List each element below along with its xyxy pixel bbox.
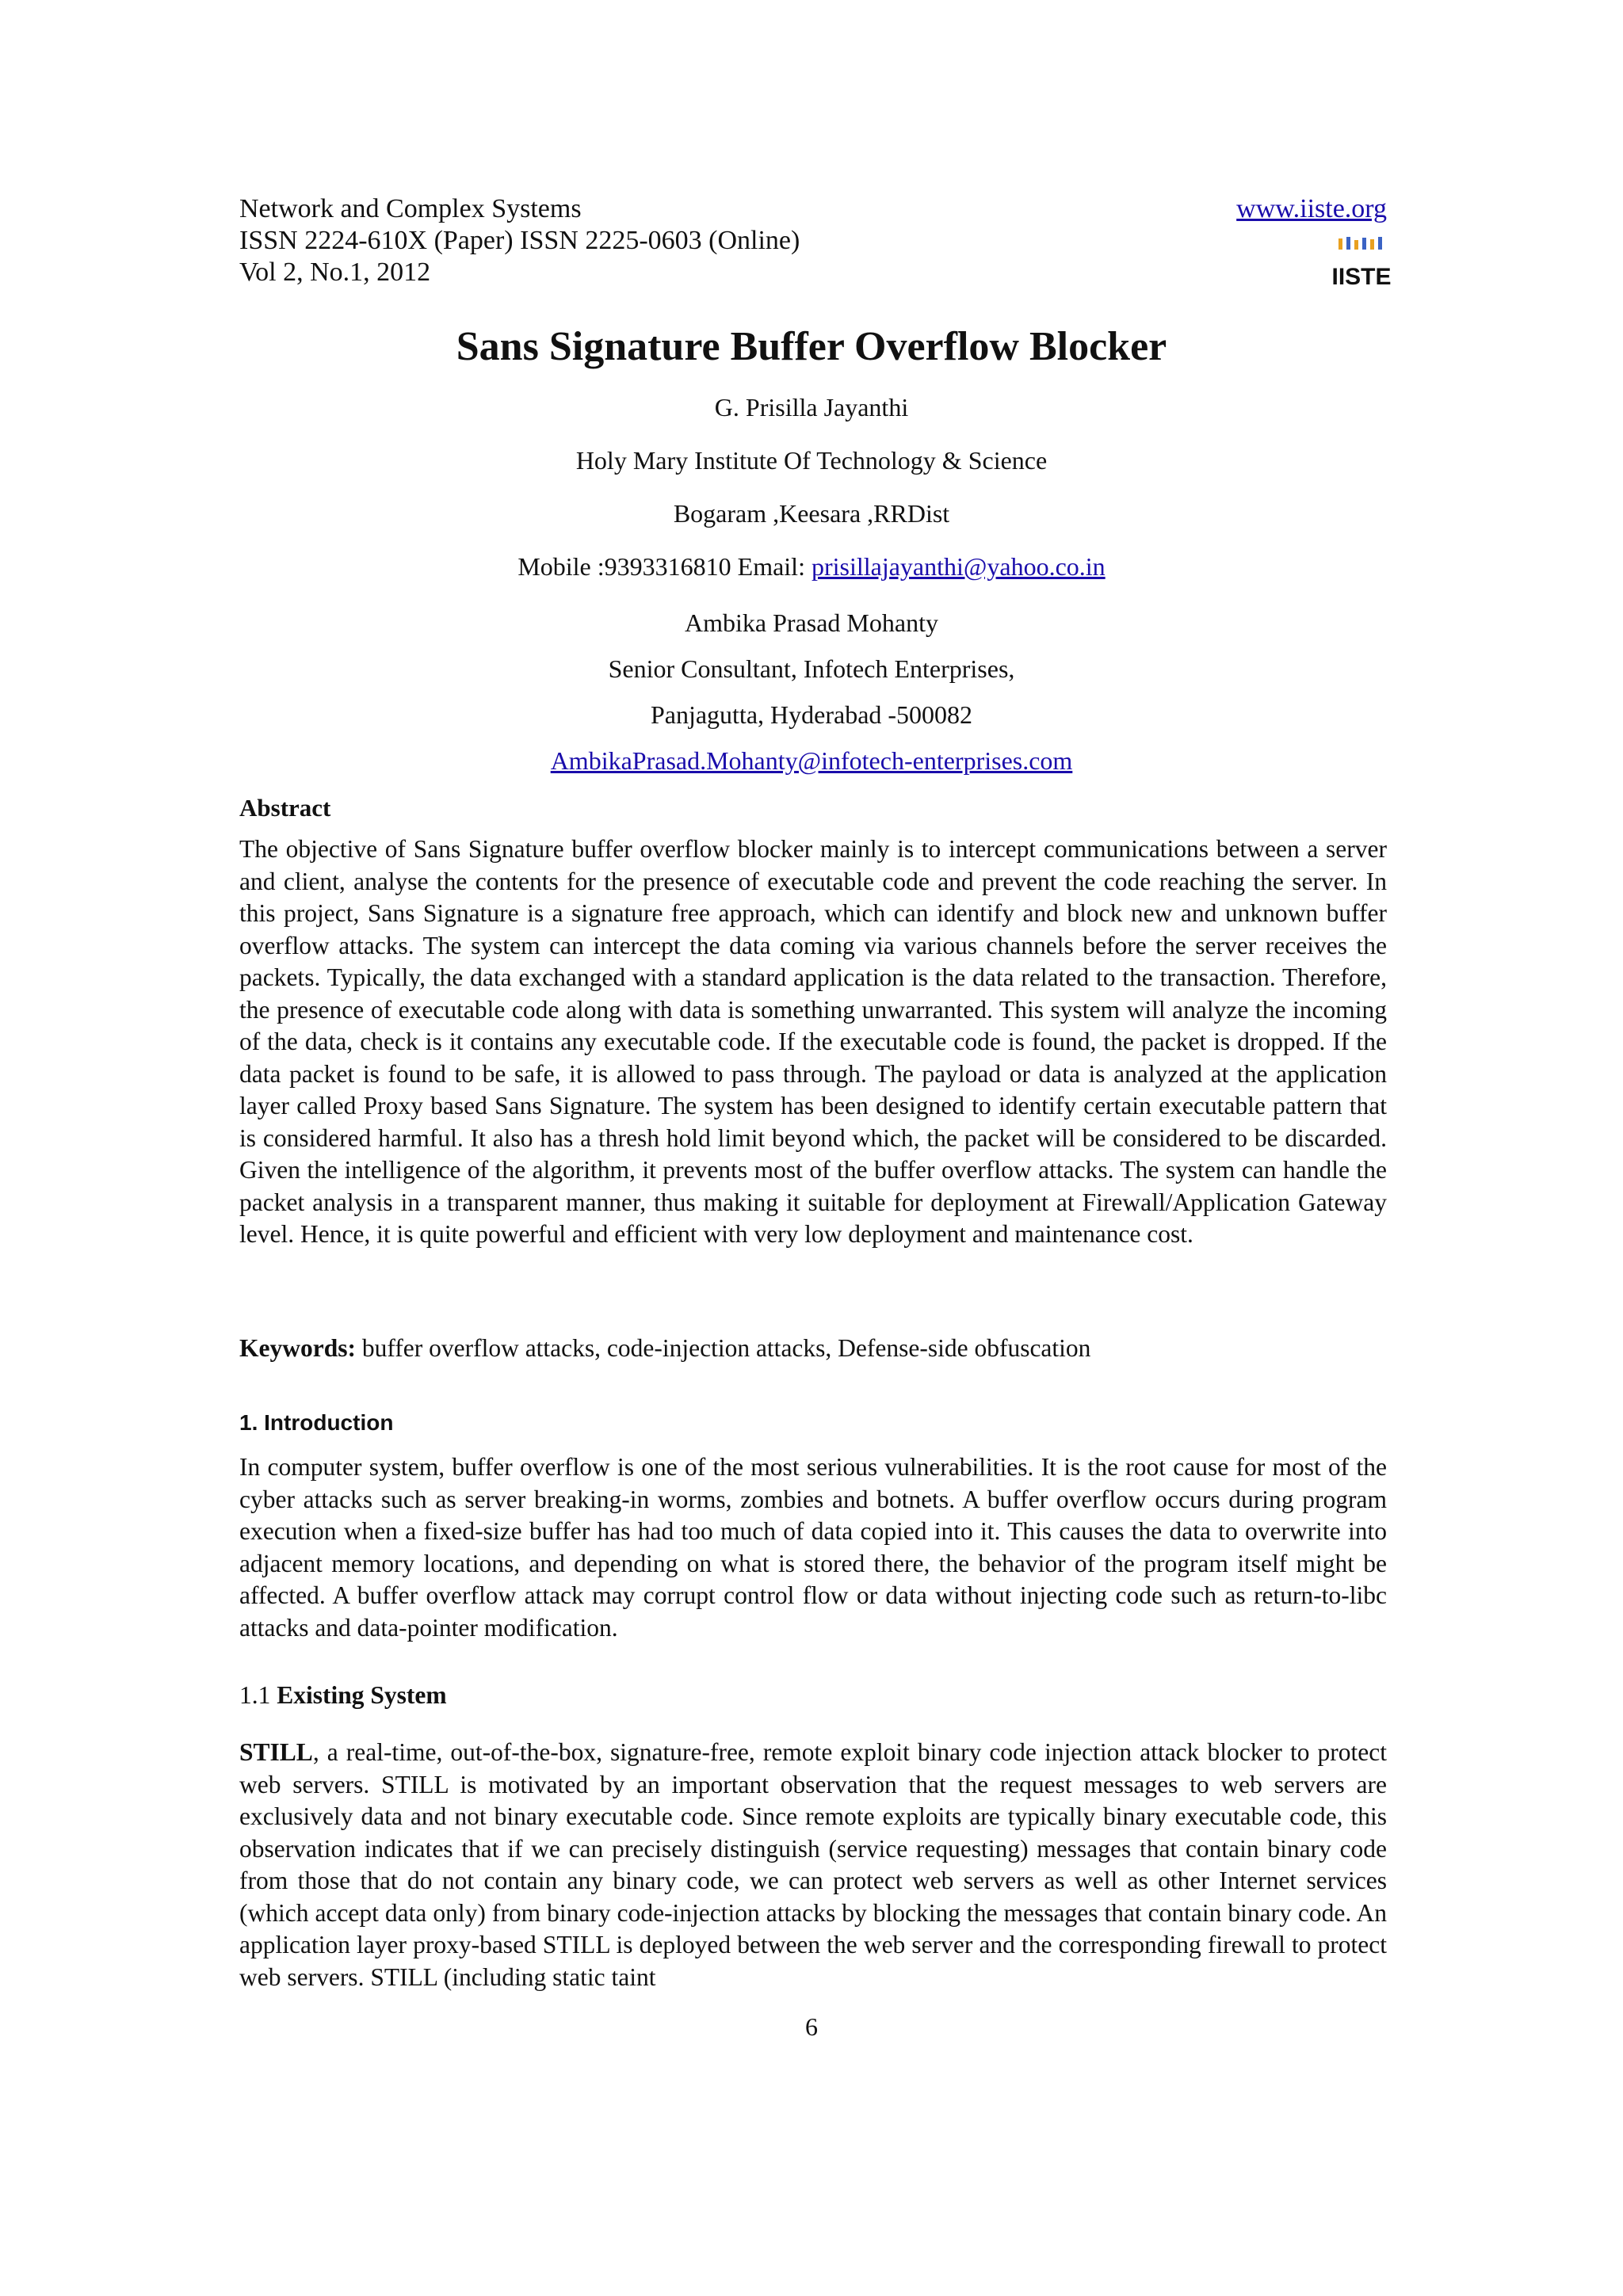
section-title: Existing System [277, 1681, 447, 1709]
author-2-role: Senior Consultant, Infotech Enterprises, [608, 654, 1015, 683]
existing-system-heading [239, 1681, 447, 1710]
author-1-email-link[interactable]: prisillajayanthi@yahoo.co.in [811, 552, 1106, 581]
introduction-text: In computer system, buffer overflow is one of the most serious vulnerabilities. It is the root cause for most of the cyber attacks such as server breaking-in worms, zombies and botnets. A buffer overflow occurs during program execution when a fixed-size buffer has had too much of data copied into it. This causes the data to overwrite into adjacent memory locations, and depending on what is stored there, the behavior of the program itself might be affected. A buffer overflow attack may corrupt control flow or data without injecting code such as return-to-libc attacks and data-pointer modification. [239, 1453, 1387, 1642]
introduction-body [239, 1451, 1387, 1644]
still-lead: STILL [239, 1738, 313, 1766]
keywords-line [239, 1333, 1387, 1365]
author-1-contact [0, 552, 1623, 582]
author-2-email [0, 746, 1623, 776]
keywords-text: buffer overflow attacks, code-injection attacks, Defense-side obfuscation [355, 1334, 1091, 1362]
author-2-name: Ambika Prasad Mohanty [685, 608, 938, 637]
existing-system-text: , a real-time, out-of-the-box, signature-free, remote exploit binary code injection attack blocker to protect web servers. STILL is motivated by an important observation that the request messages to web servers are exclusively data and not binary executable code. Since remote exploits are typically binary executable code, this observation indicates that if we can precisely distinguish (service requesting) messages that contain binary code from those that do not contain any binary code, we can protect web servers as well as other Internet services (which accept data only) from binary code-injection attacks by blocking the messages that contain binary code. An application layer proxy-based STILL is deployed between the web server and the corresponding firewall to protect web servers. STILL (including static taint [239, 1738, 1387, 1991]
author-1-institution: Holy Mary Institute Of Technology & Science [575, 446, 1048, 475]
abstract-text: The objective of Sans Signature buffer overflow blocker mainly is to intercept communications between a server and client, analyse the contents for the presence of executable code and prevent the code reaching the server. In this project, Sans Signature is a signature free approach, which can identify and block new and unknown buffer overflow attacks. The system can intercept the data coming via various channels before the server receives the packets. Typically, the data exchanged with a standard application is the data related to the transaction. Therefore, the presence of executable code along with data is something unwarranted. This system will analyze the incoming of the data, check is it contains any executable code. If the executable code is found, the packet is dropped. If the data packet is found to be safe, it is allowed to pass through. The payload or data is analyzed at the application layer called Proxy based Sans Signature. The system has been designed to identify certain executable pattern that is considered harmful. It also has a thresh hold limit beyond which, the packet will be considered to be discarded. Given the intelligence of the algorithm, it prevents most of the buffer overflow attacks. The system can handle the packet analysis in a transparent manner, thus making it suitable for deployment at Firewall/Application Gateway level. Hence, it is quite powerful and efficient with very low deployment and maintenance cost. [239, 835, 1387, 1248]
author-1-address: Bogaram ,Keesara ,RRDist [673, 499, 950, 528]
paper-title: Sans Signature Buffer Overflow Blocker [456, 324, 1167, 369]
author-1-name: G. Prisilla Jayanthi [714, 393, 909, 421]
logo-wordmark: IISTE [1331, 264, 1392, 290]
existing-system-body [239, 1737, 1387, 1993]
abstract-body [239, 833, 1387, 1251]
page-number: 6 [805, 2012, 818, 2041]
keywords-label: Keywords: [239, 1334, 356, 1362]
author-1-mobile: Mobile :9393316810 Email: [517, 552, 812, 581]
iiste-logo [1331, 235, 1392, 290]
volume-line: Vol 2, No.1, 2012 [239, 257, 431, 287]
author-2-address: Panjagutta, Hyderabad -500082 [650, 700, 973, 729]
journal-name: Network and Complex Systems [239, 194, 582, 223]
journal-url-link[interactable]: www.iiste.org [1236, 194, 1387, 223]
author-2-email-link[interactable]: AmbikaPrasad.Mohanty@infotech-enterprises.com [550, 746, 1073, 775]
issn-line: ISSN 2224-610X (Paper) ISSN 2225-0603 (Online) [239, 226, 800, 255]
introduction-heading: 1. Introduction [239, 1410, 394, 1435]
abstract-heading: Abstract [239, 794, 331, 822]
section-number: 1.1 [239, 1681, 277, 1709]
